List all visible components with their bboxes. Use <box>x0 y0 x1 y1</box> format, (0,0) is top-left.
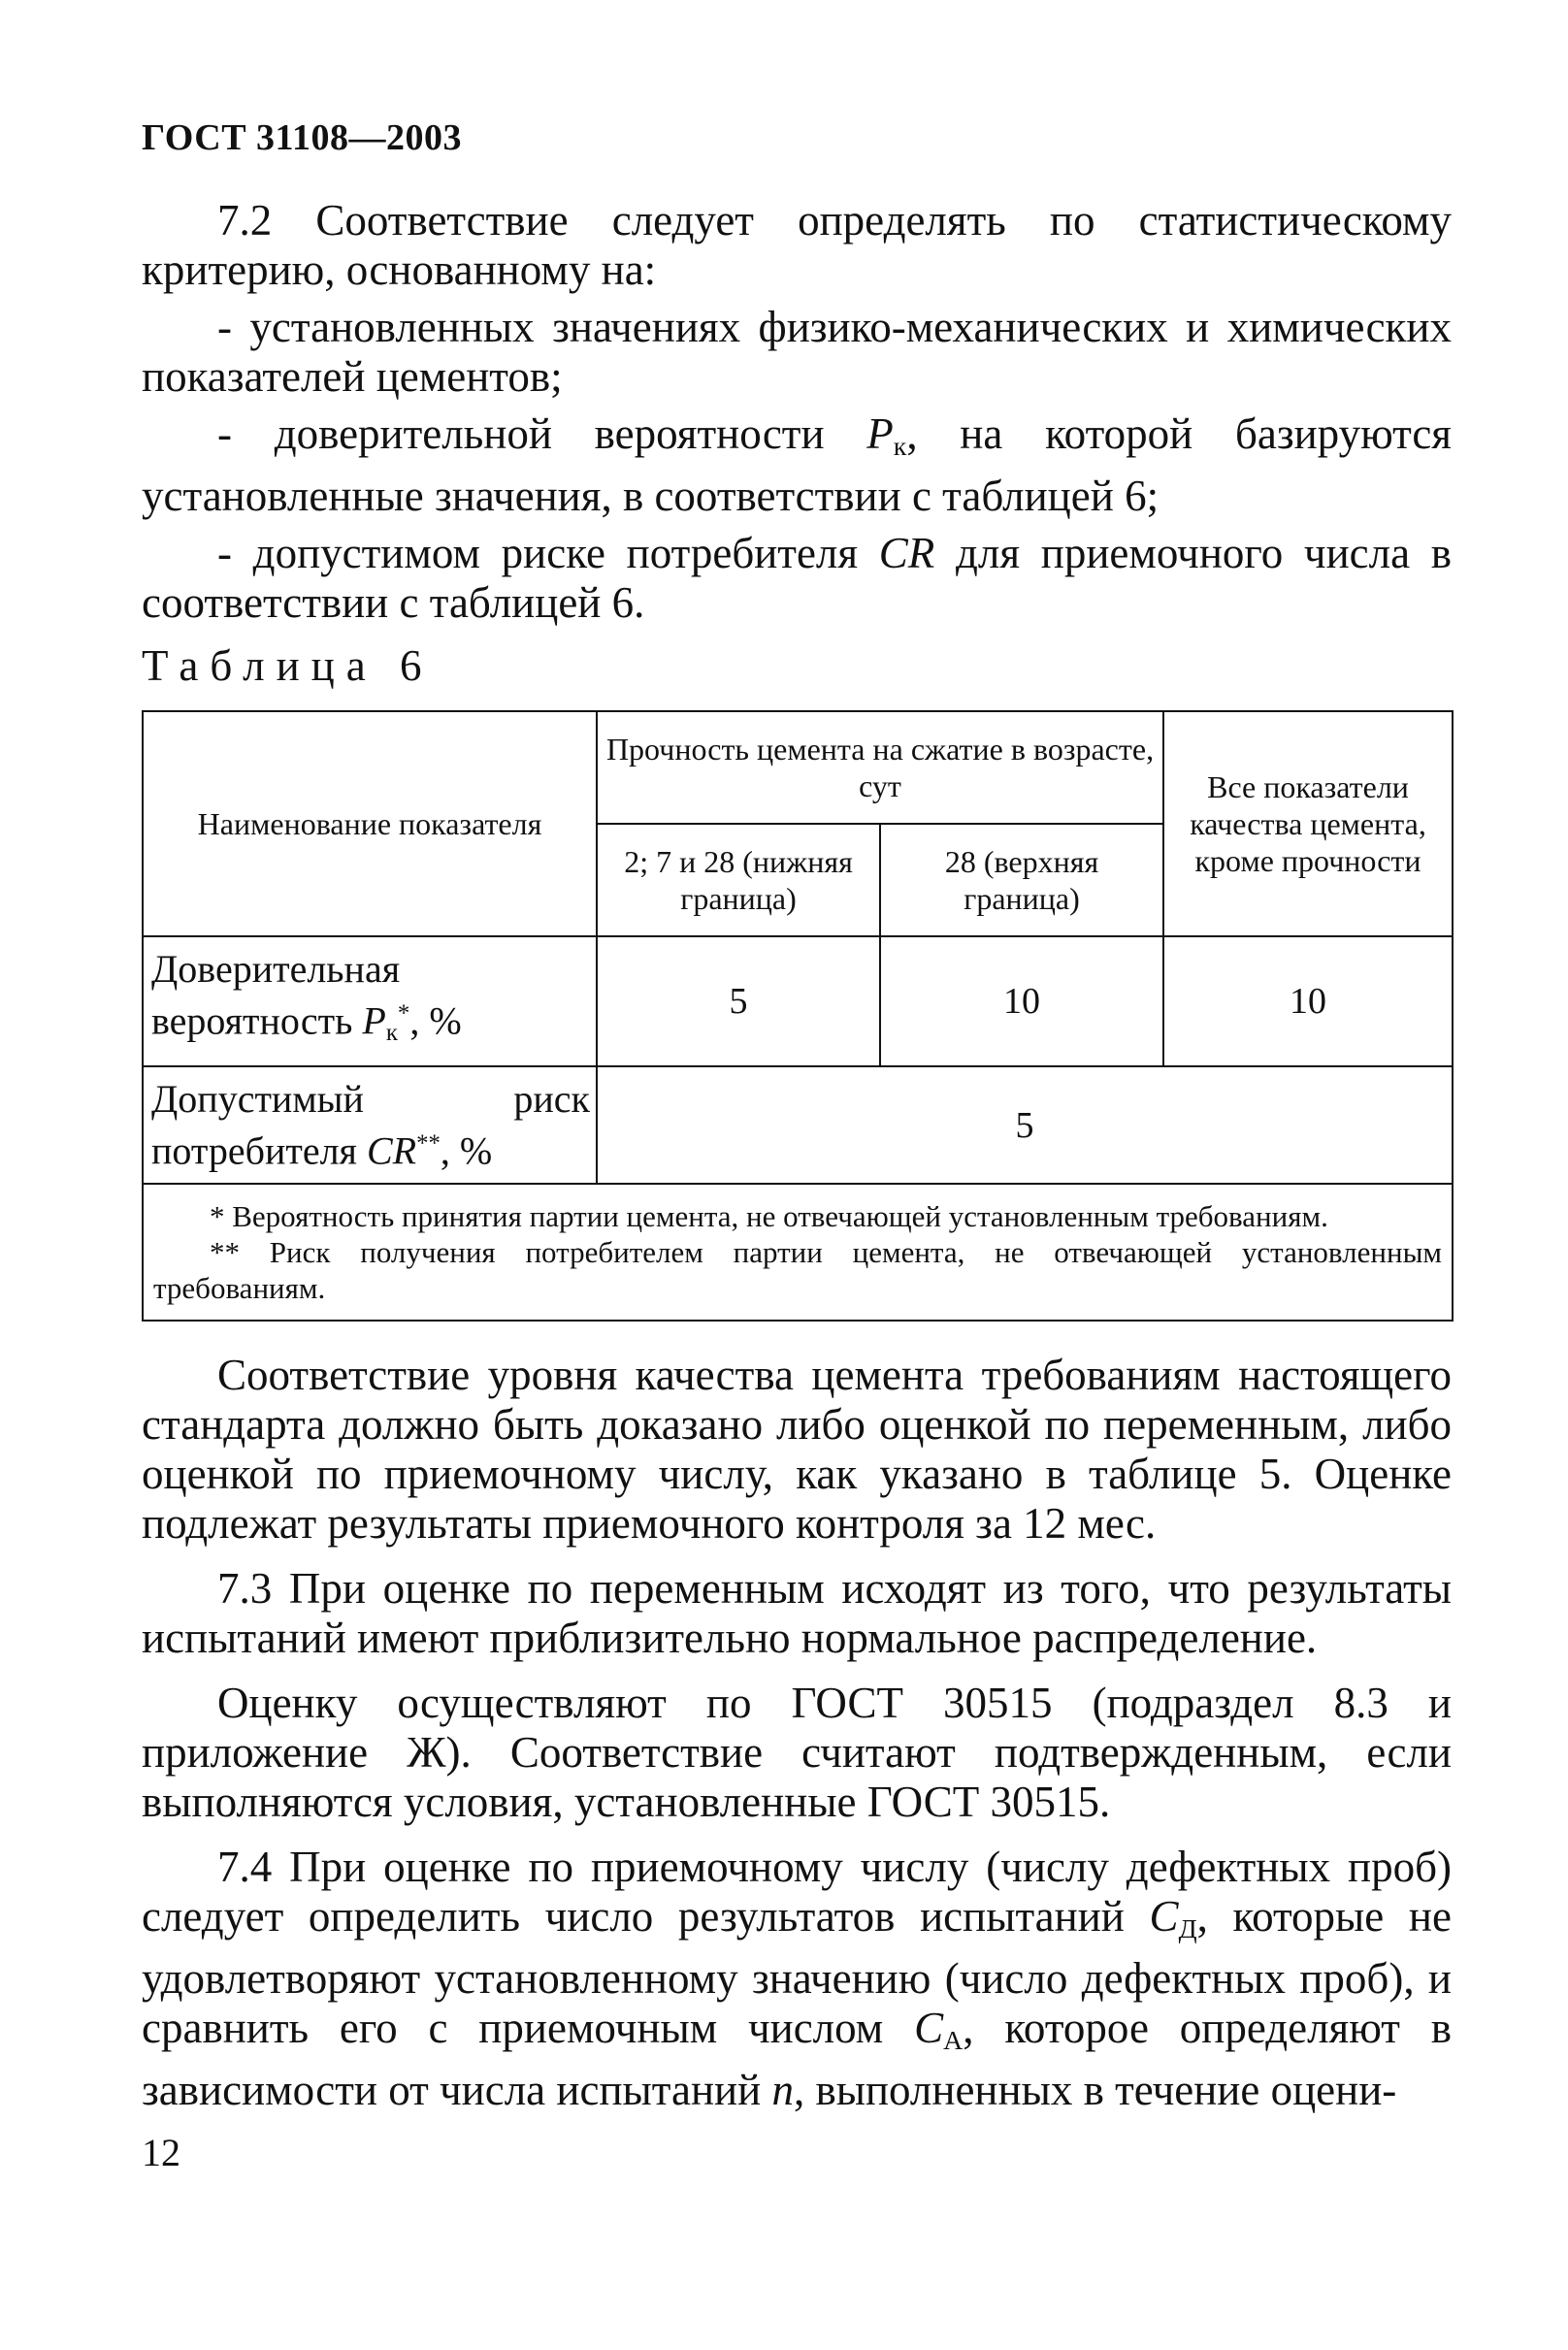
item-3-text-a: - допустимом риске потребителя <box>217 528 879 577</box>
table-notes-row <box>143 1184 1453 1321</box>
paragraph-after-table: Соответствие уровня качества цемента требованиям настоящего стандарта должно быть доказано либо оценкой по переменным, либо оценкой по приемочному числу, как указано в таблице 5. Оценке подлежат результаты приемочного контроля за 12 мес. <box>142 1351 1452 1549</box>
table-note-2: ** Риск получения потребителем партии цемента, не отвечающей установленным требованиям. <box>153 1235 1443 1306</box>
symbol-c-d: C <box>1149 1892 1179 1942</box>
header-strength-cell: Прочность цемента на сжатие в возрасте, сут <box>597 711 1163 824</box>
table-header-row-1 <box>143 711 1453 824</box>
section-7-2-item-1: - установленных значениях физико-механических и химических показателей цементов; <box>142 303 1452 401</box>
symbol-p-subscript: к <box>385 1019 398 1046</box>
symbol-n: n <box>771 2066 794 2115</box>
symbol-p-subscript: к <box>893 431 907 462</box>
section-7-2-item-2 <box>142 409 1452 521</box>
row-risk-text-a: Допустимый риск потребителя <box>151 1076 590 1173</box>
row-confidence-lower: 5 <box>597 936 880 1066</box>
row-risk-label <box>143 1066 597 1185</box>
table-row <box>143 1066 1453 1185</box>
symbol-c-a-subscript: А <box>943 2026 964 2057</box>
symbol-p: P <box>866 409 894 458</box>
section-7-3-paragraph-2: Оценку осуществляют по ГОСТ 30515 (подраздел 8.3 и приложение Ж). Соответствие считают подтвержденным, если выполняются условия, установленные ГОСТ 30515. <box>142 1679 1452 1827</box>
row-confidence-other: 10 <box>1163 936 1453 1066</box>
symbol-cr: CR <box>366 1128 417 1173</box>
row-confidence-text-a: Доверительная вероятность <box>151 946 401 1043</box>
header-name-cell: Наименование показателя <box>143 711 597 936</box>
header-upper-cell: 28 (верхняя граница) <box>880 824 1163 936</box>
symbol-c-d-subscript: Д <box>1178 1914 1197 1945</box>
page-number: 12 <box>142 2131 180 2174</box>
section-7-4-text-c: , которое определяют в зависимости от числа испытаний <box>142 2004 1452 2115</box>
header-other-cell: Все показатели качества цемента, кроме прочности <box>1163 711 1453 936</box>
item-3-text-b: для приемочного числа в соответствии с таблицей 6. <box>142 528 1452 627</box>
row-confidence-label <box>143 936 597 1066</box>
item-2-text-a: - доверительной вероятности <box>217 409 867 458</box>
row-confidence-upper: 10 <box>880 936 1163 1066</box>
symbol-p: P <box>362 998 386 1043</box>
row-risk-text-b: , % <box>440 1128 493 1173</box>
document-header: ГОСТ 31108—2003 <box>142 117 462 158</box>
row-confidence-text-b: , % <box>409 998 462 1043</box>
section-7-4-text-d: , выполненных в течение оцени- <box>793 2066 1397 2115</box>
item-2-text-b: , на которой базируются установленные значения, в соответствии с таблицей 6; <box>142 409 1452 520</box>
header-lower-cell: 2; 7 и 28 (нижняя граница) <box>597 824 880 936</box>
symbol-c-a: C <box>914 2004 944 2053</box>
footnote-mark: ** <box>416 1129 441 1157</box>
symbol-cr: CR <box>878 528 935 577</box>
section-7-4-paragraph <box>142 1843 1452 2115</box>
section-7-2-intro: 7.2 Соответствие следует определять по статистическому критерию, основанному на: <box>142 196 1452 294</box>
table-6-caption: Таблица 6 <box>142 640 434 690</box>
document-page <box>142 116 1452 2115</box>
table-6 <box>142 710 1454 1322</box>
section-7-2-item-3 <box>142 529 1452 628</box>
section-7-4-text-a: 7.4 При оценке по приемочному числу (числу дефектных проб) следует определить число результатов испытаний <box>142 1843 1452 1942</box>
table-notes-cell <box>143 1184 1453 1321</box>
table-row <box>143 936 1453 1066</box>
table-note-1: * Вероятность принятия партии цемента, не отвечающей установленным требованиям. <box>210 1199 1328 1234</box>
section-7-3-paragraph-1: 7.3 При оценке по переменным исходят из того, что результаты испытаний имеют приблизительно нормальное распределение. <box>142 1564 1452 1663</box>
row-risk-value: 5 <box>597 1066 1453 1185</box>
section-7-4-text-b: , которые не удовлетворяют установленному значению (число дефектных проб), и сравнить его с приемочным числом <box>142 1892 1452 2053</box>
footnote-mark: * <box>397 999 410 1027</box>
